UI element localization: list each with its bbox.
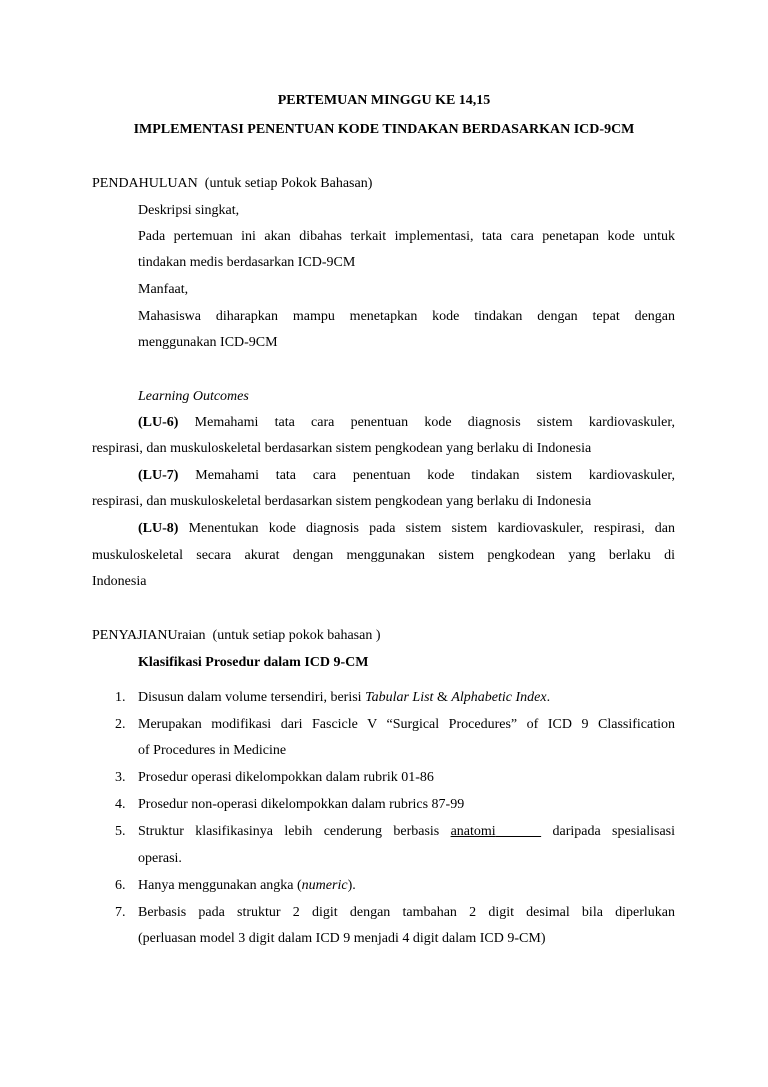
list-item-1-text: Disusun dalam volume tersendiri, berisi <box>138 690 362 705</box>
list-item-6-post: ). <box>347 878 356 893</box>
deskripsi-line-2: tindakan medis berdasarkan ICD-9CM <box>138 255 356 270</box>
lu6-line-2: respirasi, dan muskuloskeletal berdasarkan sistem pengkodean yang berlaku di Indonesia <box>92 441 592 456</box>
list-number-6: 6. <box>115 878 126 893</box>
manfaat-line-1: Mahasiswa diharapkan mampu menetapkan kode tindakan dengan tepat dengan <box>138 309 675 324</box>
list-item-2-line-2: of Procedures in Medicine <box>138 743 287 758</box>
penyajian-label: PENYAJIANUraian <box>92 628 206 643</box>
penyajian-subheading: Klasifikasi Prosedur dalam ICD 9-CM <box>138 655 369 670</box>
list-item-1-end: . <box>546 690 551 705</box>
list-item-3: Prosedur operasi dikelompokkan dalam rubrik 01-86 <box>138 770 434 785</box>
lu7-line-1 <box>138 467 675 485</box>
deskripsi-line-1: Pada pertemuan ini akan dibahas terkait implementasi, tata cara penetapan kode untuk <box>138 229 675 244</box>
lu7-code: (LU-7) <box>138 468 179 483</box>
lu8-line-1 <box>138 520 675 538</box>
lu7-line-2: respirasi, dan muskuloskeletal berdasarkan sistem pengkodean yang berlaku di Indonesia <box>92 494 592 509</box>
list-item-7-line-1: Berbasis pada struktur 2 digit dengan tambahan 2 digit desimal bila diperlukan <box>138 905 675 920</box>
list-item-6-pre: Hanya menggunakan angka ( <box>138 878 302 893</box>
lu8-text-1: Menentukan kode diagnosis pada sistem sistem kardiovaskuler, respirasi, dan <box>188 521 675 536</box>
lu6-line-1 <box>138 414 675 432</box>
heading-line-2: IMPLEMENTASI PENENTUAN KODE TINDAKAN BERDASARKAN ICD-9CM <box>133 122 635 137</box>
lu7-text-1: Memahami tata cara penentuan kode tindakan sistem kardiovaskuler, <box>195 468 675 483</box>
list-number-3: 3. <box>115 770 126 785</box>
list-item-1-italic-2: Alphabetic Index <box>451 690 547 705</box>
penyajian-note: (untuk setiap pokok bahasan ) <box>212 628 381 643</box>
list-number-4: 4. <box>115 797 126 812</box>
list-number-1: 1. <box>115 690 126 705</box>
list-item-6-italic: numeric <box>301 878 348 893</box>
list-item-1-amp: & <box>436 690 448 705</box>
list-number-7: 7. <box>115 905 126 920</box>
list-number-5: 5. <box>115 824 126 839</box>
list-item-6 <box>138 877 356 895</box>
lu8-line-3: Indonesia <box>92 574 147 589</box>
lu6-text-1: Memahami tata cara penentuan kode diagnosis sistem kardiovaskuler, <box>194 415 675 430</box>
lu8-code: (LU-8) <box>138 521 179 536</box>
lu8-line-2: muskuloskeletal secara akurat dengan menggunakan sistem pengkodean yang berlaku di <box>92 548 675 563</box>
learning-outcomes-label: Learning Outcomes <box>138 389 249 404</box>
lu6-code: (LU-6) <box>138 415 179 430</box>
list-item-5-line-1 <box>138 823 675 841</box>
pendahuluan-note: (untuk setiap Pokok Bahasan) <box>204 176 373 191</box>
deskripsi-label: Deskripsi singkat, <box>138 203 240 218</box>
list-item-5-pre: Struktur klasifikasinya lebih cenderung berbasis <box>138 824 440 839</box>
pendahuluan-heading <box>92 175 372 193</box>
list-item-7-line-2: (perluasan model 3 digit dalam ICD 9 menjadi 4 digit dalam ICD 9-CM) <box>138 931 546 946</box>
list-item-5-post: daripada spesialisasi <box>552 824 675 839</box>
list-item-1 <box>138 689 550 707</box>
list-item-2-line-1: Merupakan modifikasi dari Fascicle V “Surgical Procedures” of ICD 9 Classification <box>138 717 675 732</box>
heading-line-1: PERTEMUAN MINGGU KE 14,15 <box>277 93 491 108</box>
manfaat-label: Manfaat, <box>138 282 189 297</box>
list-item-4: Prosedur non-operasi dikelompokkan dalam rubrics 87-99 <box>138 797 465 812</box>
list-number-2: 2. <box>115 717 126 732</box>
manfaat-line-2: menggunakan ICD-9CM <box>138 335 278 350</box>
pendahuluan-label: PENDAHULUAN <box>92 176 198 191</box>
list-item-5-underlined: anatomi <box>450 824 496 839</box>
list-item-1-italic-1: Tabular List <box>365 690 434 705</box>
penyajian-heading <box>92 627 381 645</box>
list-item-5-line-2: operasi. <box>138 851 182 866</box>
